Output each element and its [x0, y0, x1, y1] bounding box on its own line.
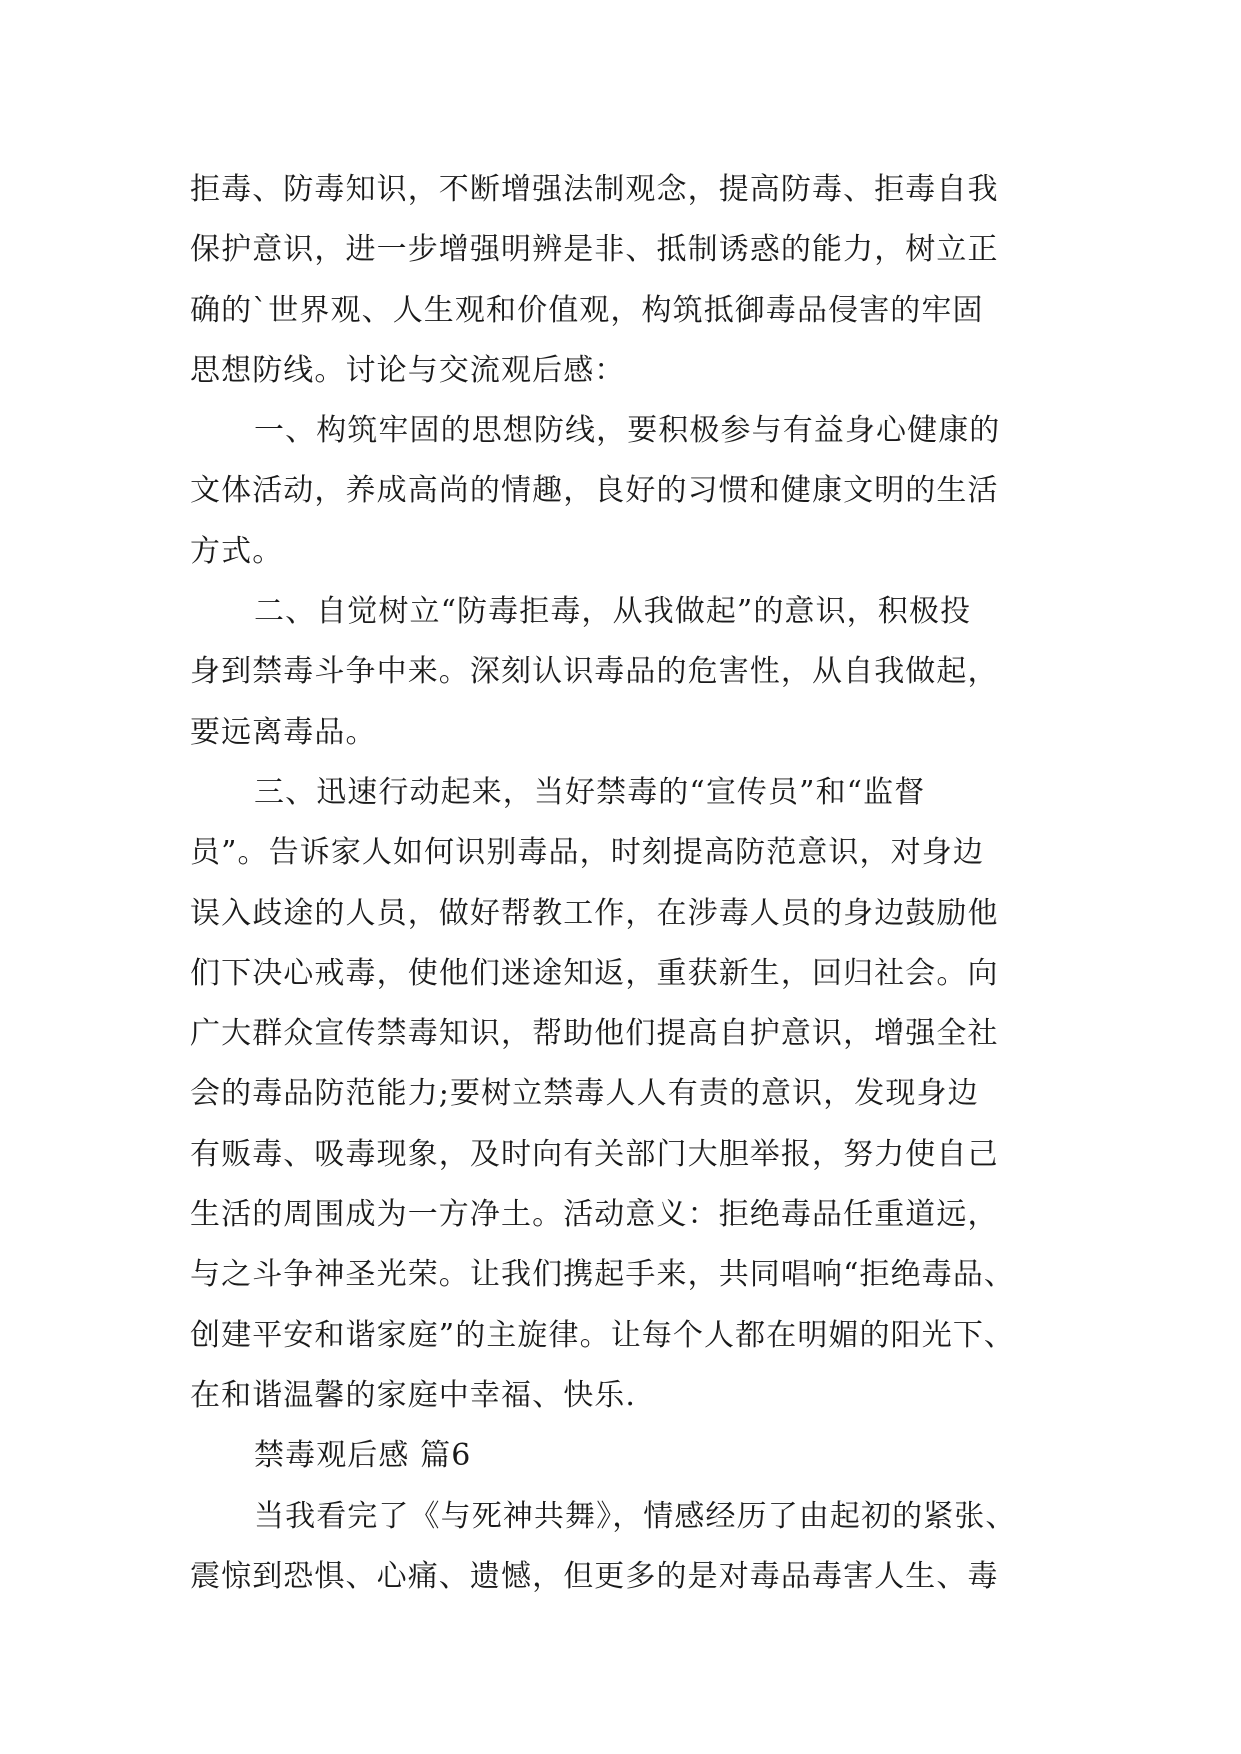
paragraph-essay-start: 当我看完了《与死神共舞》，情感经历了由起初的紧张、 [254, 1498, 1017, 1534]
text-line-15: 广大群众宣传禁毒知识，帮助他们提高自护意识，增强全社 [190, 1016, 999, 1052]
text-line-1: 拒毒、防毒知识，不断增强法制观念，提高防毒、拒毒自我 [190, 172, 999, 207]
text-line-24: 震惊到恐惧、心痛、遗憾，但更多的是对毒品毒害人生、毒 [190, 1558, 999, 1594]
text-line-18: 生活的周围成为一方净土。活动意义：拒绝毒品任重道远， [190, 1197, 999, 1233]
text-line-13: 误入歧途的人员，做好帮教工作，在涉毒人员的身边鼓励他 [190, 895, 999, 931]
text-line-6: 文体活动，养成高尚的情趣，良好的习惯和健康文明的生活 [190, 473, 999, 509]
text-line-17: 有贩毒、吸毒现象，及时向有关部门大胆举报，努力使自己 [190, 1136, 999, 1172]
text-line-2: 保护意识，进一步增强明辨是非、抵制诱惑的能力，树立正 [190, 232, 999, 268]
text-line-12: 员”。告诉家人如何识别毒品，时刻提高防范意识，对身边 [190, 835, 984, 871]
paragraph-three-start: 三、迅速行动起来，当好禁毒的“宣传员”和“监督 [254, 774, 926, 810]
section-heading: 禁毒观后感 篇6 [254, 1438, 472, 1474]
text-line-21: 在和谐温馨的家庭中幸福、快乐. [190, 1377, 637, 1413]
text-line-4: 思想防线。讨论与交流观后感： [190, 352, 626, 388]
paragraph-one-start: 一、构筑牢固的思想防线，要积极参与有益身心健康的 [254, 413, 1001, 449]
text-line-14: 们下决心戒毒，使他们迷途知返，重获新生，回归社会。向 [190, 955, 999, 991]
text-line-7: 方式。 [190, 533, 284, 569]
text-line-16: 会的毒品防范能力;要树立禁毒人人有责的意识，发现身边 [190, 1076, 979, 1112]
paragraph-two-start: 二、自觉树立“防毒拒毒，从我做起”的意识，积极投 [254, 594, 972, 630]
text-line-9: 身到禁毒斗争中来。深刻认识毒品的危害性，从自我做起， [190, 654, 999, 690]
text-line-20: 创建平安和谐家庭”的主旋律。让每个人都在明媚的阳光下、 [190, 1317, 1016, 1353]
text-line-10: 要远离毒品。 [190, 714, 377, 750]
text-line-19: 与之斗争神圣光荣。让我们携起手来，共同唱响“拒绝毒品、 [190, 1257, 1016, 1293]
document-body [190, 160, 1050, 1607]
text-line-3: 确的`世界观、人生观和价值观，构筑抵御毒品侵害的牢固 [190, 292, 984, 328]
